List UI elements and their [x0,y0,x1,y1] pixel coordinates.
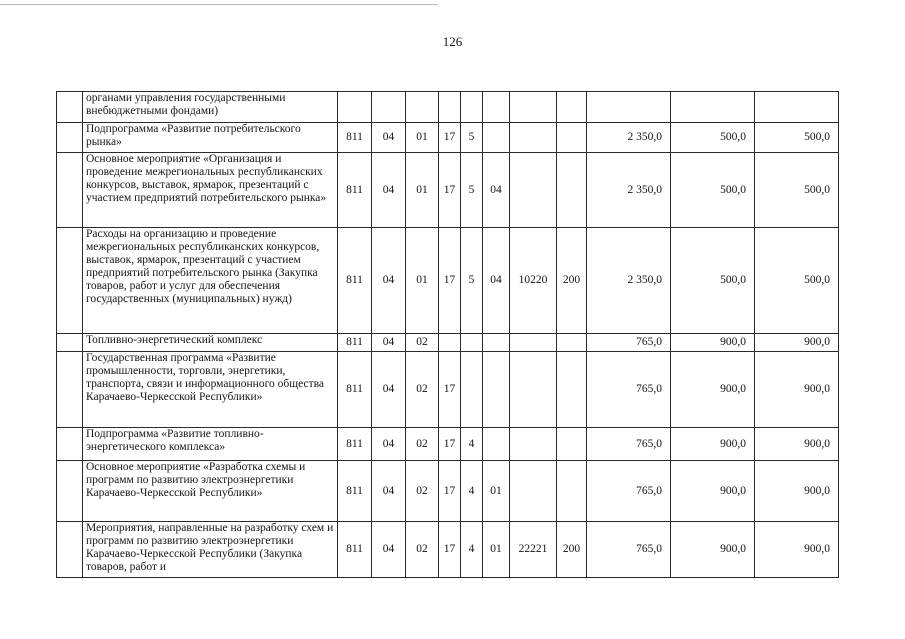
amount-year2-cell: 900,0 [671,461,755,522]
amount-year1-cell [587,92,671,123]
expense-type-cell [557,461,587,522]
expense-type-cell [557,352,587,428]
subsection-cell: 02 [406,334,439,352]
subsection-cell: 02 [406,522,439,578]
budget-table [56,91,839,578]
activity-cell [483,92,510,123]
row-marker-cell [57,123,83,153]
expense-type-cell [557,123,587,153]
section-cell: 04 [372,123,406,153]
admin-code-cell: 811 [338,352,372,428]
amount-year3-cell: 900,0 [755,428,839,461]
row-marker-cell [57,461,83,522]
expense-type-cell [557,92,587,123]
activity-cell [483,123,510,153]
subsection-cell: 01 [406,228,439,334]
direction-cell [510,334,557,352]
section-cell: 04 [372,522,406,578]
amount-year3-cell: 500,0 [755,153,839,228]
table-row [57,92,839,123]
name-cell: Основное мероприятие «Организация и проведение межрегиональных республиканских конкурсов, выставок, ярмарок, презентаций с участием предприятий потребительского рынка» [83,153,338,228]
table-row [57,153,839,228]
activity-cell: 01 [483,461,510,522]
table-row [57,334,839,352]
direction-cell [510,92,557,123]
expense-type-cell [557,334,587,352]
row-marker-cell [57,92,83,123]
amount-year2-cell: 500,0 [671,123,755,153]
subsection-cell [406,92,439,123]
row-marker-cell [57,352,83,428]
amount-year2-cell: 500,0 [671,228,755,334]
amount-year1-cell: 765,0 [587,428,671,461]
admin-code-cell: 811 [338,228,372,334]
admin-code-cell: 811 [338,461,372,522]
amount-year3-cell: 900,0 [755,334,839,352]
expense-type-cell: 200 [557,522,587,578]
program-cell: 17 [439,352,461,428]
subsection-cell: 02 [406,461,439,522]
page-number: 126 [442,34,463,49]
subsection-cell: 02 [406,428,439,461]
top-rule [0,4,438,5]
amount-year2-cell: 900,0 [671,334,755,352]
amount-year1-cell: 2 350,0 [587,228,671,334]
admin-code-cell: 811 [338,153,372,228]
activity-cell: 04 [483,228,510,334]
subprogram-cell [461,352,483,428]
program-cell: 17 [439,123,461,153]
subsection-cell: 01 [406,123,439,153]
direction-cell [510,428,557,461]
row-marker-cell [57,228,83,334]
section-cell: 04 [372,428,406,461]
name-cell: Мероприятия, направленные на разработку схем и программ по развитию электроэнергетики Карачаево-Черкесской Республики (Закупка товаров, работ и [83,522,338,578]
direction-cell [510,123,557,153]
admin-code-cell: 811 [338,123,372,153]
amount-year3-cell [755,92,839,123]
activity-cell: 01 [483,522,510,578]
section-cell: 04 [372,352,406,428]
row-marker-cell [57,522,83,578]
direction-cell: 10220 [510,228,557,334]
subsection-cell: 01 [406,153,439,228]
amount-year3-cell: 900,0 [755,461,839,522]
program-cell: 17 [439,153,461,228]
section-cell: 04 [372,153,406,228]
row-marker-cell [57,428,83,461]
amount-year2-cell: 500,0 [671,153,755,228]
activity-cell [483,428,510,461]
program-cell: 17 [439,461,461,522]
amount-year1-cell: 765,0 [587,352,671,428]
name-cell: Государственная программа «Развитие промышленности, торговли, энергетики, транспорта, связи и информационного общества Карачаево-Черкесской Республики» [83,352,338,428]
activity-cell [483,352,510,428]
subprogram-cell: 5 [461,123,483,153]
section-cell: 04 [372,334,406,352]
table-row [57,428,839,461]
admin-code-cell: 811 [338,522,372,578]
amount-year1-cell: 765,0 [587,461,671,522]
expense-type-cell: 200 [557,228,587,334]
name-cell: Подпрограмма «Развитие топливно-энергетического комплекса» [83,428,338,461]
direction-cell [510,461,557,522]
program-cell: 17 [439,428,461,461]
amount-year3-cell: 900,0 [755,352,839,428]
row-marker-cell [57,153,83,228]
amount-year1-cell: 2 350,0 [587,123,671,153]
amount-year2-cell: 900,0 [671,352,755,428]
program-cell: 17 [439,522,461,578]
program-cell [439,92,461,123]
activity-cell [483,334,510,352]
expense-type-cell [557,428,587,461]
admin-code-cell [338,92,372,123]
direction-cell [510,352,557,428]
activity-cell: 04 [483,153,510,228]
subprogram-cell: 4 [461,522,483,578]
table-row [57,352,839,428]
name-cell: органами управления государственными внебюджетными фондами) [83,92,338,123]
table-row [57,461,839,522]
expense-type-cell [557,153,587,228]
name-cell: Подпрограмма «Развитие потребительского рынка» [83,123,338,153]
amount-year2-cell: 900,0 [671,428,755,461]
amount-year3-cell: 500,0 [755,228,839,334]
admin-code-cell: 811 [338,428,372,461]
program-cell: 17 [439,228,461,334]
amount-year3-cell: 500,0 [755,123,839,153]
table-row [57,522,839,578]
section-cell: 04 [372,461,406,522]
direction-cell [510,153,557,228]
amount-year1-cell: 765,0 [587,334,671,352]
row-marker-cell [57,334,83,352]
subprogram-cell: 5 [461,153,483,228]
subprogram-cell: 4 [461,461,483,522]
amount-year2-cell [671,92,755,123]
admin-code-cell: 811 [338,334,372,352]
name-cell: Расходы на организацию и проведение межрегиональных республиканских конкурсов, выставок, ярмарок, презентаций с участием предприятий потребительского рынка (Закупка товаров, работ и услуг для обеспечения государственных (муниципальных) нужд) [83,228,338,334]
subprogram-cell: 4 [461,428,483,461]
amount-year3-cell: 900,0 [755,522,839,578]
subprogram-cell [461,92,483,123]
subprogram-cell [461,334,483,352]
program-cell [439,334,461,352]
name-cell: Топливно-энергетический комплекс [83,334,338,352]
name-cell: Основное мероприятие «Разработка схемы и программ по развитию электроэнергетики Карачаево-Черкесской Республики» [83,461,338,522]
direction-cell: 22221 [510,522,557,578]
section-cell: 04 [372,228,406,334]
amount-year1-cell: 765,0 [587,522,671,578]
subprogram-cell: 5 [461,228,483,334]
table-row [57,123,839,153]
subsection-cell: 02 [406,352,439,428]
section-cell [372,92,406,123]
table-row [57,228,839,334]
amount-year1-cell: 2 350,0 [587,153,671,228]
amount-year2-cell: 900,0 [671,522,755,578]
